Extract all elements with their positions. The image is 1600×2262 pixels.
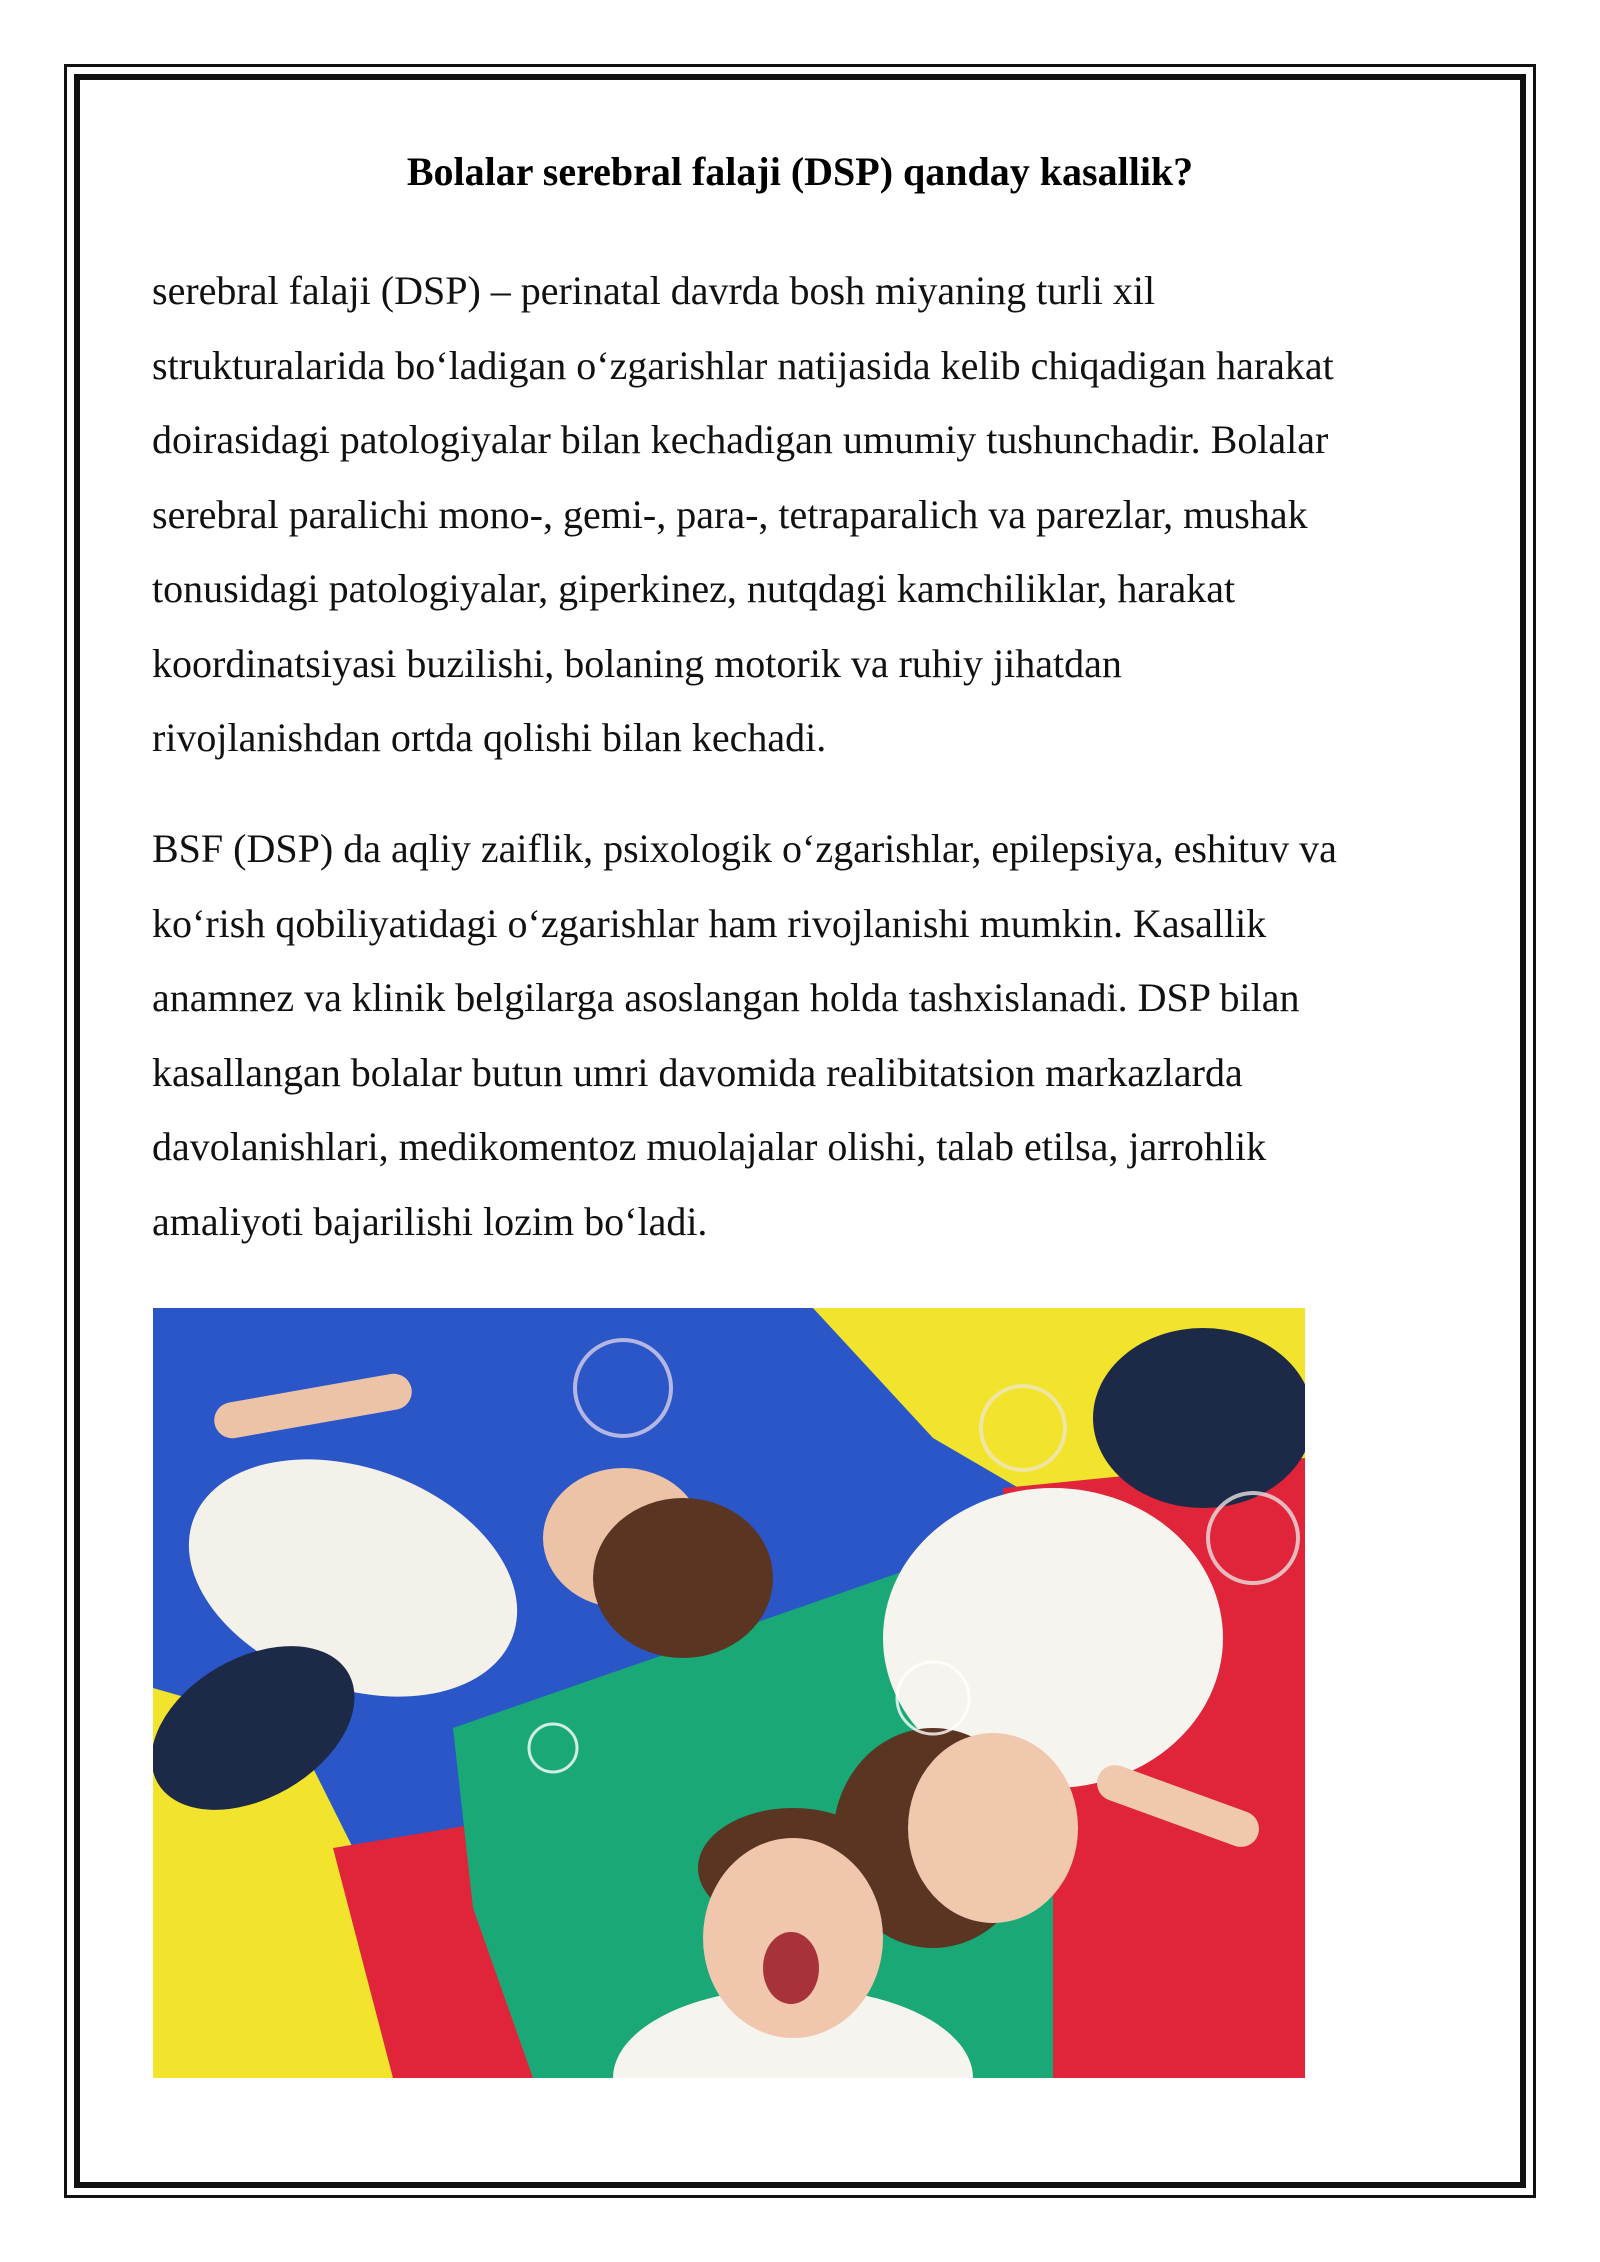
text-line: rivojlanishdan ortda qolishi bilan kechadi. [152, 715, 827, 760]
text-line: tonusidagi patologiyalar, giperkinez, nutqdagi kamchiliklar, harakat [152, 566, 1236, 611]
text-line: ko‘rish qobiliyatidagi o‘zgarishlar ham rivojlanishi mumkin. Kasallik [152, 900, 1267, 946]
text-line: kasallangan bolalar butun umri davomida realibitatsion markazlarda [152, 1049, 1243, 1095]
text-line: strukturalarida bo‘ladigan o‘zgarishlar natijasida kelib chiqadigan harakat [152, 342, 1334, 388]
page-title: Bolalar serebral falaji (DSP) qanday kasallik? [406, 149, 1194, 194]
text-line: anamnez va klinik belgilarga asoslangan holda tashxislanadi. DSP bilan [152, 975, 1300, 1020]
child-jeans-2 [1093, 1328, 1305, 1508]
child-hair [593, 1498, 773, 1658]
children-playing-photo [153, 1308, 1305, 2078]
text-line: BSF (DSP) da aqliy zaiflik, psixologik o‘zgarishlar, epilepsiya, eshituv va [152, 826, 1337, 871]
text-line: davolanishlari, medikomentoz muolajalar olishi, talab etilsa, jarrohlik [152, 1124, 1267, 1169]
text-line: serebral falaji (DSP) – perinatal davrda bosh miyaning turli xil [152, 268, 1156, 313]
child-face-2 [908, 1733, 1078, 1923]
text-line: koordinatsiyasi buzilishi, bolaning motorik va ruhiy jihatdan [152, 640, 1122, 686]
paragraph-1 [152, 254, 1452, 776]
paragraph-2 [152, 812, 1452, 1259]
photo-illustration [153, 1308, 1305, 2078]
text-line: doirasidagi patologiyalar bilan kechadigan umumiy tushunchadir. Bolalar [152, 417, 1329, 462]
child-mouth [763, 1932, 819, 2004]
text-line: amaliyoti bajarilishi lozim bo‘ladi. [152, 1198, 708, 1244]
text-line: serebral paralichi mono-, gemi-, para-, tetraparalich va parezlar, mushak [152, 491, 1308, 537]
